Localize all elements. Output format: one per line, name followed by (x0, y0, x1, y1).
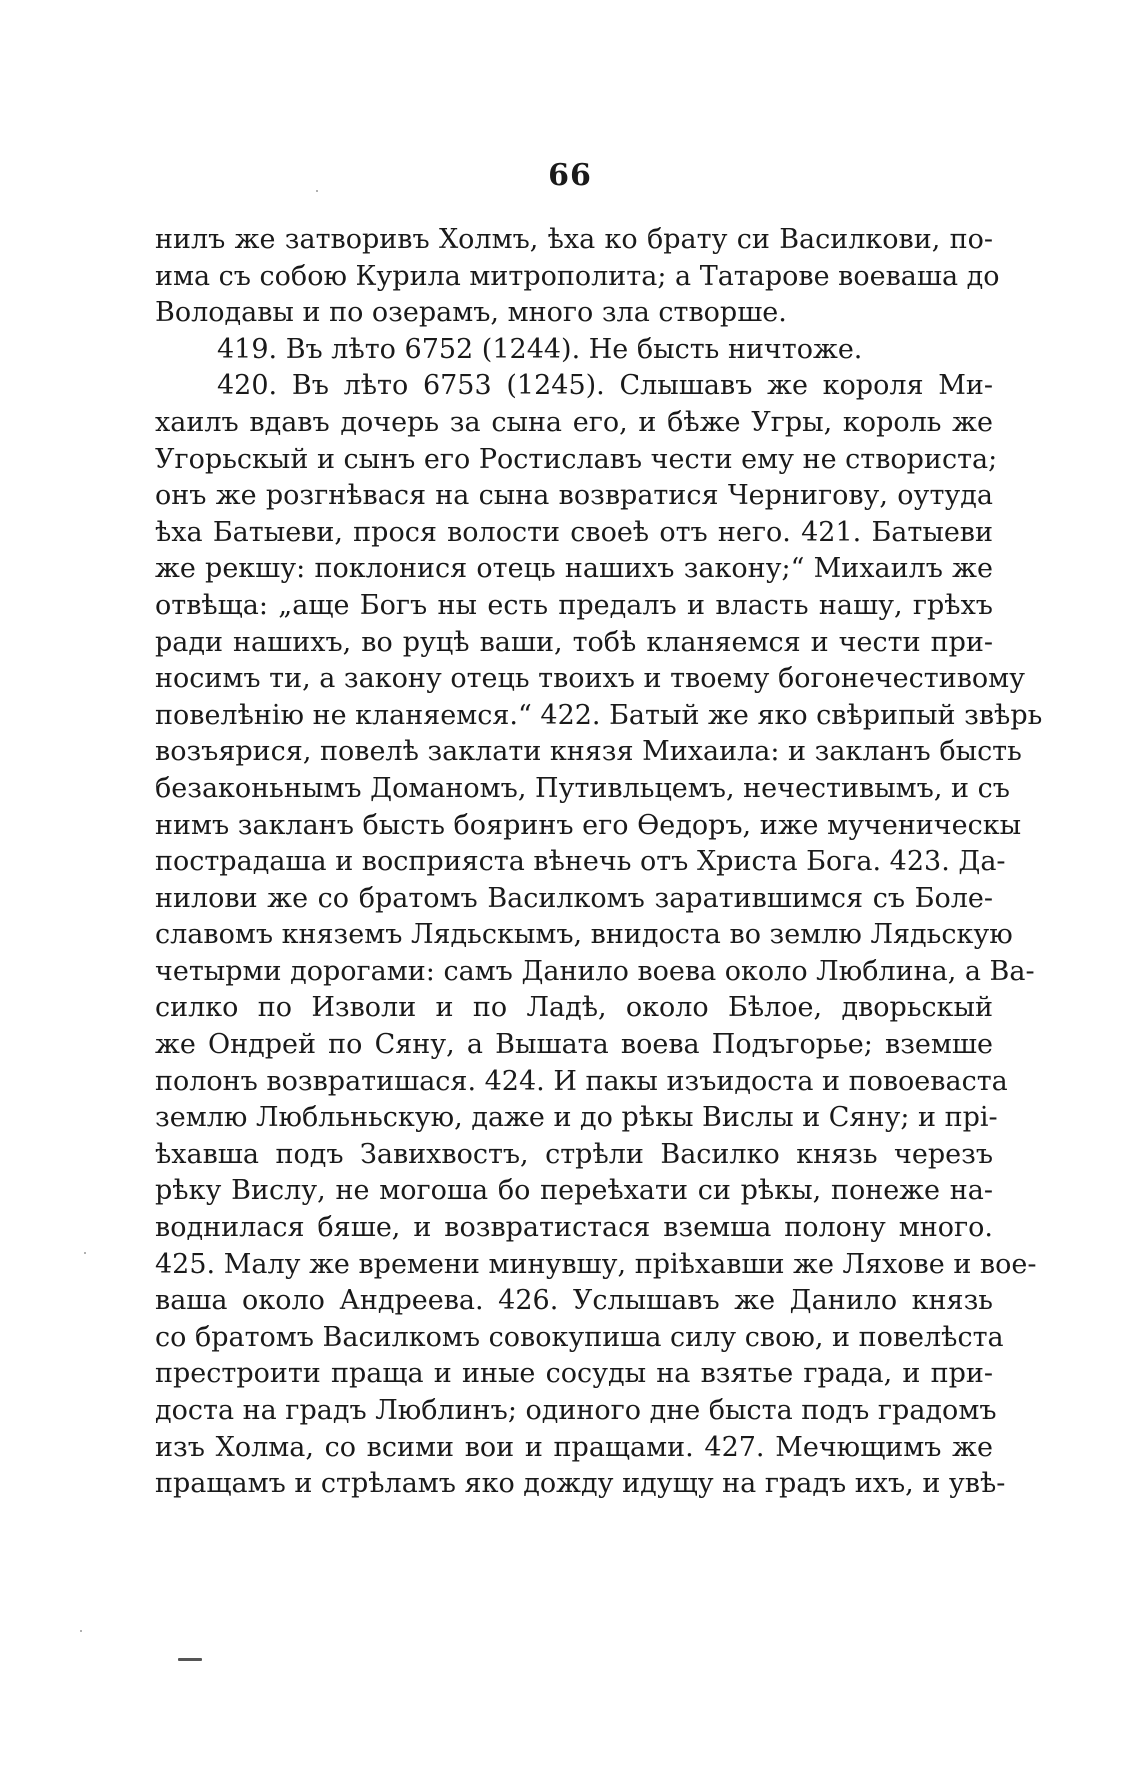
text-line: престроити праща и иные сосуды на взятье града, и при- (155, 1358, 993, 1390)
text-line: хаилъ вдавъ дочерь за сына его, и бѣже Угры, король же (155, 406, 993, 438)
text-line: пращамъ и стрѣламъ яко дожду идущу на градъ ихъ, и увѣ- (155, 1468, 1006, 1500)
ink-smudge (178, 1658, 202, 1661)
text-line: воднилася бяше, и возвратистася вземша полону много. (155, 1212, 993, 1244)
text-line: пострадаша и восприяста вѣнечь отъ Христа Бога. 423. Да- (155, 846, 1006, 878)
text-line: има съ собою Курила митрополита; а Татарове воеваша до (155, 260, 1000, 292)
text-line: Угорьскый и сынъ его Ростиславъ чести ему не створиста; (155, 443, 998, 475)
text-line: полонъ возвратишася. 424. И пакы изъидоста и повоеваста (155, 1065, 1008, 1097)
body-text (155, 222, 1043, 1503)
text-line: отвѣща: „аще Богъ ны есть предалъ и власть нашу, грѣхъ (155, 589, 993, 621)
text-line: доста на градъ Люблинъ; одиного дне быста подъ градомъ (155, 1395, 997, 1426)
text-line: рѣку Вислу, не могоша бо переѣхати си рѣкы, понеже на- (155, 1175, 993, 1207)
speck (316, 190, 318, 192)
text-line: 420. Въ лѣто 6753 (1245). Слышавъ же короля Ми- (217, 370, 993, 402)
text-line: онъ же розгнѣвася на сына возвратися Чернигову, оутуда (155, 480, 993, 512)
speck (80, 1630, 82, 1632)
text-line: ради нашихъ, во руцѣ ваши, тобѣ кланяемся и чести при- (155, 626, 993, 658)
text-line: 425. Малу же времени минувшу, пріѣхавши же Ляхове и вое- (155, 1248, 1037, 1280)
text-line: безаконьнымъ Доманомъ, Путивльцемъ, нечестивымъ, и съ (155, 772, 1010, 804)
text-line: землю Любльньскую, даже и до рѣкы Вислы и Сяну; и прі- (155, 1102, 998, 1134)
text-line: же Ондрей по Сяну, а Вышата воева Подъгорье; вземше (155, 1029, 993, 1061)
text-line: нилъ же затворивъ Холмъ, ѣха ко брату си Василкови, по- (155, 224, 993, 255)
text-line: ваша около Андреева. 426. Услышавъ же Данило князь (155, 1285, 993, 1317)
text-line: же рекшу: поклонися отець нашихъ закону;“ Михаилъ же (155, 553, 993, 585)
text-line: нимъ закланъ бысть бояринъ его Ѳедоръ, иже мученическы (155, 809, 1022, 841)
page-number: 66 (548, 158, 592, 193)
text-line: со братомъ Василкомъ совокупиша силу свою, и повелѣста (155, 1321, 1004, 1353)
text-line: возъярися, повелѣ заклати князя Михаила: и закланъ бысть (155, 736, 1022, 768)
speck (84, 1252, 86, 1254)
text-line: изъ Холма, со всими вои и пращами. 427. Мечющимъ же (155, 1431, 993, 1463)
text-line: нилови же со братомъ Василкомъ заратившимся съ Боле- (155, 882, 993, 914)
text-line: Володавы и по озерамъ, много зла створше. (155, 297, 787, 329)
text-line: повелѣнію не кланяемся.“ 422. Батый же яко свѣрипый звѣрь (155, 699, 1043, 731)
text-line: четырми дорогами: самъ Данило воева около Люблина, а Ва- (155, 955, 1035, 987)
text-line: силко по Изволи и по Ладѣ, около Бѣлое, дворьскый (155, 992, 993, 1024)
text-line: 419. Въ лѣто 6752 (1244). Не бысть ничтоже. (217, 333, 863, 365)
text-line: ѣхавша подъ Завихвостъ, стрѣли Василко князь черезъ (155, 1138, 993, 1170)
text-line: носимъ ти, а закону отець твоихъ и твоему богонечестивому (155, 663, 1026, 695)
text-line: ѣха Батыеви, прося волости своеѣ отъ него. 421. Батыеви (155, 516, 993, 548)
text-line: славомъ княземъ Лядьскымъ, внидоста во землю Лядьскую (155, 919, 1013, 951)
